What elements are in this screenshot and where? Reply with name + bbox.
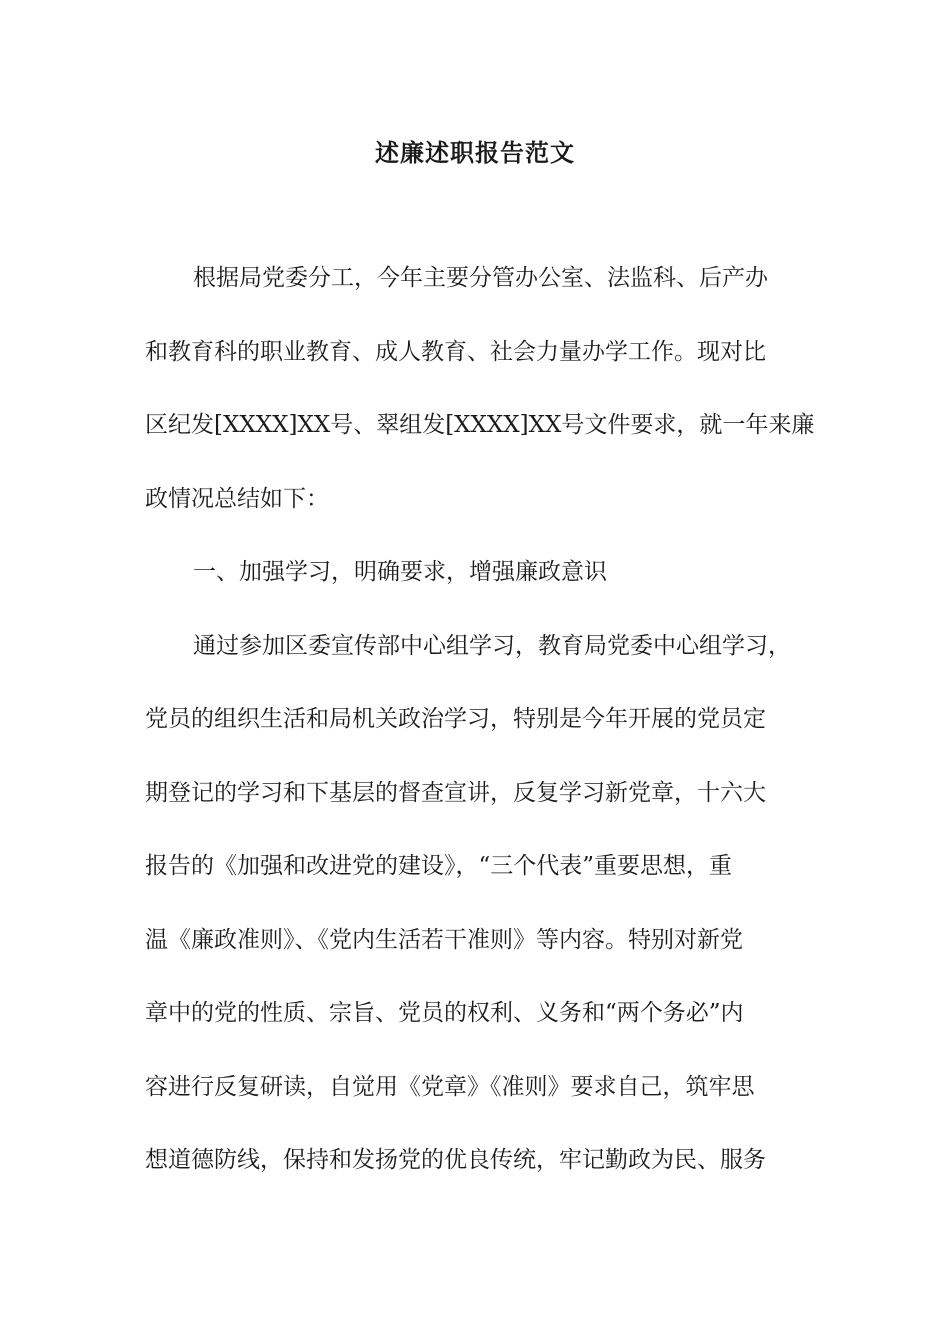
paragraph-line: 和教育科的职业教育、成人教育、社会力量办学工作。现对比 <box>145 338 766 365</box>
paragraph-line: 根据局党委分工，今年主要分管办公室、法监科、后产办 <box>193 265 768 291</box>
paragraph-line: 党员的组织生活和局机关政治学习，特别是今年开展的党员定 <box>145 706 766 732</box>
paragraph-line: 报告的《加强和改进党的建设》，“三个代表”重要思想，重 <box>145 853 733 879</box>
document-title: 述廉述职报告范文 <box>375 138 575 167</box>
paragraph-line: 通过参加区委宣传部中心组学习，教育局党委中心组学习， <box>193 632 791 659</box>
paragraph-line: 政情况总结如下： <box>145 485 329 512</box>
document-body <box>145 254 815 1210</box>
section-heading: 一、加强学习，明确要求，增强廉政意识 <box>193 559 607 585</box>
paragraph-line: 温《廉政准则》、《党内生活若干准则》等内容。特别对新党 <box>145 926 743 953</box>
paragraph-line: 期登记的学习和下基层的督查宣讲，反复学习新党章，十六大 <box>145 779 766 806</box>
paragraph-line: 容进行反复研读，自觉用《党章》《准则》要求自己，筑牢思 <box>145 1073 755 1100</box>
paragraph-line: 区纪发[XXXX]XX号、翠组发[XXXX]XX号文件要求，就一年来廉 <box>145 412 815 438</box>
paragraph-line: 章中的党的性质、宗旨、党员的权利、义务和“两个务必”内 <box>145 1000 744 1026</box>
paragraph-line: 想道德防线，保持和发扬党的优良传统，牢记勤政为民、服务 <box>145 1147 766 1173</box>
